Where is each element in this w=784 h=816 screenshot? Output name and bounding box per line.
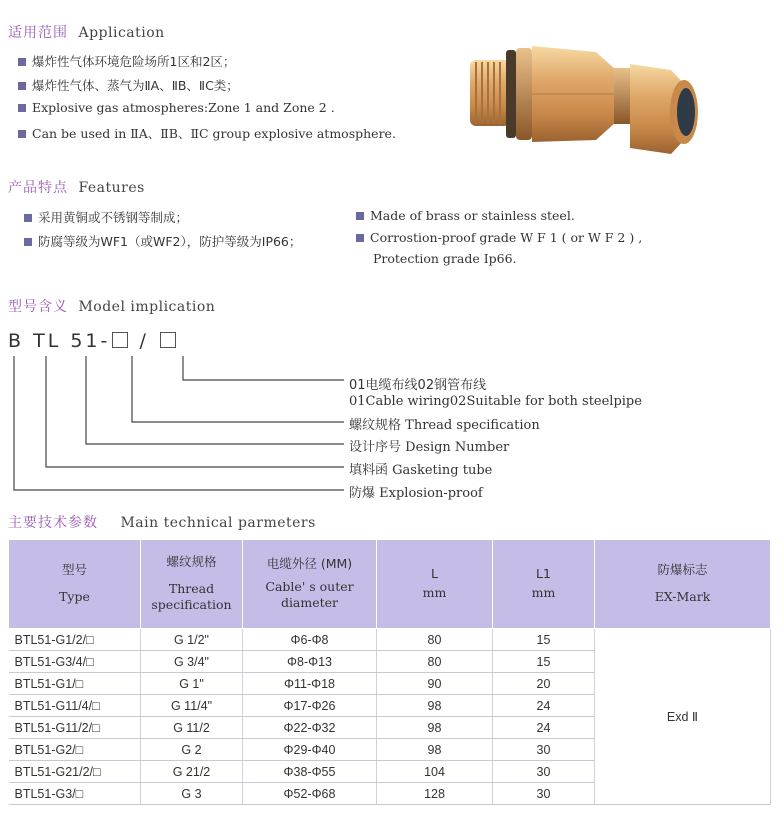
model-code-number: 51- xyxy=(70,330,111,352)
cell-l1: 24 xyxy=(493,717,595,739)
application-item-4: Can be used in ⅡA、ⅡB、ⅡC group explosive atmosphere. xyxy=(18,124,396,142)
header-ex-mark: 防爆标志 EX-Mark xyxy=(595,540,771,629)
line-gasket xyxy=(46,356,344,467)
cell-thread: G 21/2 xyxy=(141,761,243,783)
cell-l: 98 xyxy=(377,739,493,761)
cell-thread: G 1/2" xyxy=(141,629,243,651)
line-wiring xyxy=(183,356,344,380)
cell-thread: G 1" xyxy=(141,673,243,695)
header-l: L mm xyxy=(377,540,493,629)
application-item-1: 爆炸性气体环境危险场所1区和2区； xyxy=(18,52,235,70)
cell-thread: G 3 xyxy=(141,783,243,805)
cell-l1: 20 xyxy=(493,673,595,695)
cell-l: 80 xyxy=(377,629,493,651)
model-code-series: TL xyxy=(33,330,62,352)
cell-l1: 15 xyxy=(493,651,595,673)
features-right-item-2: Corrostion-proof grade W F 1 ( or W F 2 ) , xyxy=(356,230,642,245)
legend-thread: 螺纹规格 Thread specification xyxy=(349,418,540,433)
application-item-3: Explosive gas atmospheres:Zone 1 and Zone 2 . xyxy=(18,100,335,115)
model-title-en: Model implication xyxy=(78,299,216,315)
legend-gasket: 填料函 Gasketing tube xyxy=(349,463,493,478)
features-right-item-3: Protection grade Ip66. xyxy=(373,251,517,266)
legend-wiring-cn: 01电缆布线02钢管布线 xyxy=(349,378,487,393)
cell-type: BTL51-G3/□ xyxy=(9,783,141,805)
cell-type: BTL51-G3/4/□ xyxy=(9,651,141,673)
cell-l1: 30 xyxy=(493,783,595,805)
cell-l: 98 xyxy=(377,695,493,717)
features-left-item-2: 防腐等级为WF1（或WF2），防护等级为IP66； xyxy=(24,232,301,250)
model-code-prefix: B xyxy=(8,330,25,352)
features-left-item-1: 采用黄铜或不锈钢等制成； xyxy=(24,208,188,226)
header-type: 型号 Type xyxy=(9,540,141,629)
model-title-cn: 型号含义 xyxy=(8,299,68,315)
cell-diameter: Φ8-Φ13 xyxy=(243,651,377,673)
cell-ex-mark: Exd Ⅱ xyxy=(595,629,771,805)
features-title-cn: 产品特点 xyxy=(8,180,68,196)
model-code-slash: / xyxy=(139,330,149,352)
header-l1: L1 mm xyxy=(493,540,595,629)
cell-type: BTL51-G11/4/□ xyxy=(9,695,141,717)
cell-l1: 15 xyxy=(493,629,595,651)
cell-thread: G 11/4" xyxy=(141,695,243,717)
cell-diameter: Φ38-Φ55 xyxy=(243,761,377,783)
legend-explosion: 防爆 Explosion-proof xyxy=(349,486,483,501)
cell-l: 128 xyxy=(377,783,493,805)
cell-l: 98 xyxy=(377,717,493,739)
params-title-cn: 主要技术参数 xyxy=(8,515,98,531)
cell-l1: 24 xyxy=(493,695,595,717)
line-design xyxy=(86,356,344,444)
legend-design: 设计序号 Design Number xyxy=(349,440,510,455)
cell-l: 90 xyxy=(377,673,493,695)
cell-thread: G 2 xyxy=(141,739,243,761)
legend-wiring-en: 01Cable wiring02Suitable for both steelpipe xyxy=(349,394,642,409)
application-title-cn: 适用范围 xyxy=(8,25,68,41)
cell-l1: 30 xyxy=(493,739,595,761)
spec-table-header xyxy=(9,540,771,629)
cell-thread: G 3/4" xyxy=(141,651,243,673)
cell-diameter: Φ17-Φ26 xyxy=(243,695,377,717)
cell-diameter: Φ52-Φ68 xyxy=(243,783,377,805)
header-cable-diameter: 电缆外径 (MM) Cable' s outer diameter xyxy=(243,540,377,629)
application-title-en: Application xyxy=(78,25,165,41)
cell-l: 80 xyxy=(377,651,493,673)
cell-type: BTL51-G2/□ xyxy=(9,739,141,761)
header-thread: 螺纹规格 Thread specification xyxy=(141,540,243,629)
cell-diameter: Φ29-Φ40 xyxy=(243,739,377,761)
cell-type: BTL51-G11/2/□ xyxy=(9,717,141,739)
params-title-en: Main technical parmeters xyxy=(120,515,316,531)
cell-type: BTL51-G1/2/□ xyxy=(9,629,141,651)
params-title xyxy=(8,512,316,532)
line-explosion xyxy=(14,356,344,490)
features-right-item-1: Made of brass or stainless steel. xyxy=(356,208,575,223)
line-thread xyxy=(132,356,344,422)
cell-diameter: Φ6-Φ8 xyxy=(243,629,377,651)
cell-type: BTL51-G21/2/□ xyxy=(9,761,141,783)
cell-diameter: Φ22-Φ32 xyxy=(243,717,377,739)
cell-l1: 30 xyxy=(493,761,595,783)
application-item-2: 爆炸性气体、蒸气为ⅡA、ⅡB、ⅡC类； xyxy=(18,76,239,94)
table-row xyxy=(9,629,771,651)
cell-l: 104 xyxy=(377,761,493,783)
features-title-en: Features xyxy=(78,180,145,196)
cell-diameter: Φ11-Φ18 xyxy=(243,673,377,695)
cell-thread: G 11/2 xyxy=(141,717,243,739)
spec-table xyxy=(8,539,771,805)
cell-type: BTL51-G1/□ xyxy=(9,673,141,695)
